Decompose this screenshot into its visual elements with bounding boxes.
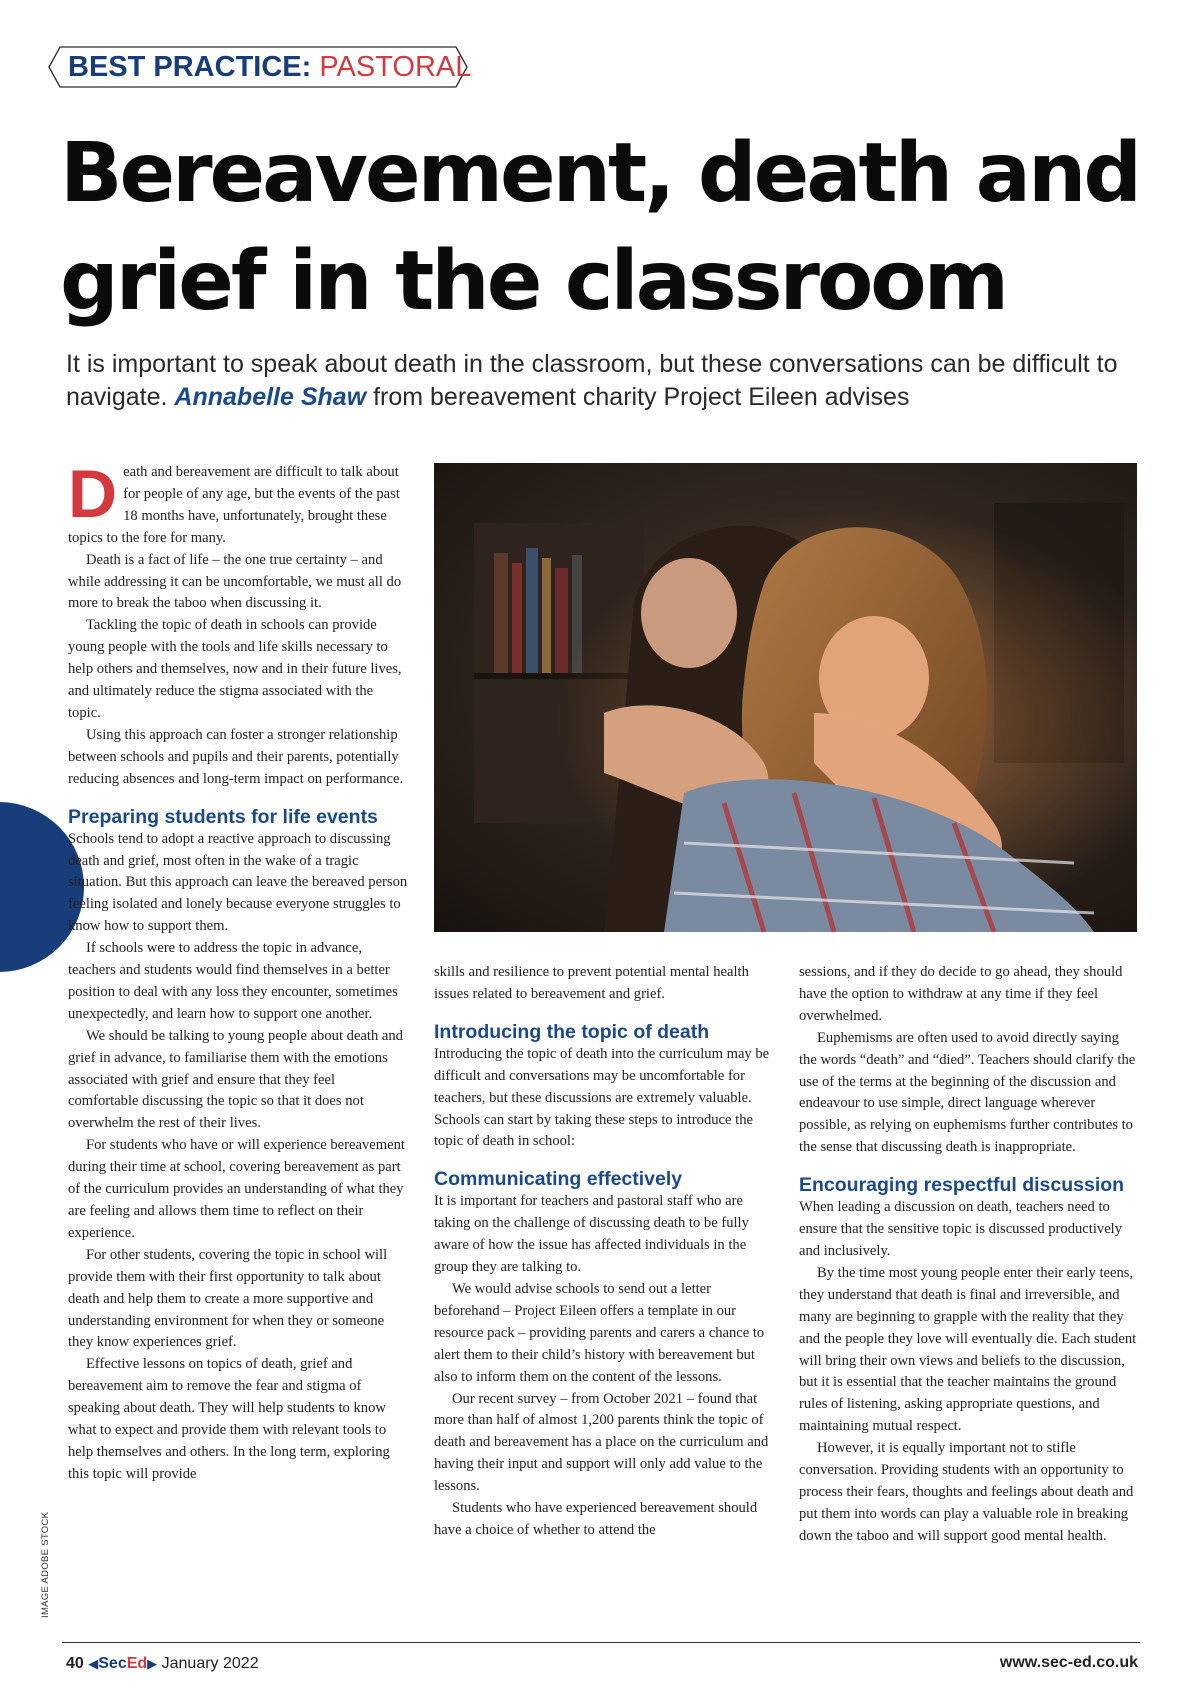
section-tag (48, 46, 472, 88)
paragraph: Death is a fact of life – the one true certainty – and while addressing it can be uncomfortable, we must all do more to break the taboo when discussing it. (68, 551, 402, 612)
subhead-encouraging-discussion: Encouraging respectful discussion (799, 1174, 1125, 1197)
tag-text (68, 50, 471, 84)
para-text: eath and bereavement are difficult to talk about for people of any age, but the events of the past 18 months have, unfortunately, brought these topics to the fore for many. (68, 464, 400, 546)
paragraph: When leading a discussion on death, teachers need to ensure that the sensitive topic is discussed productively and inclusively. (799, 1199, 1123, 1259)
paragraph: Effective lessons on topics of death, grief and bereavement aim to remove the fear and stigma of speaking about death. They will help students to know what to expect and provide them with relevant tools to help themselves and others. In the long term, exploring this topic will provide (68, 1356, 390, 1482)
tag-label: BEST PRACTICE: (68, 51, 312, 83)
image-credit: IMAGE ADOBE STOCK (40, 1511, 51, 1618)
headline: Bereavement, death and grief in the classroom (60, 126, 1140, 329)
paragraph: sessions, and if they do decide to go ahead, they should have the option to withdraw at any time if they feel overwhelmed. (799, 964, 1123, 1024)
standfirst-intro: It is important to speak about death in the classroom, but these conversations can be difficult to navigate. (66, 350, 1118, 411)
paragraph: By the time most young people enter their early teens, they understand that death is final and irreversible, and many are beginning to grapple with the reality that they and the people they love will eventually die. Each student will bring their own views and beliefs to the discussion, but it is essential that the teacher maintains the ground rules of listening, asking appropriate questions, and maintaining mutual respect. (799, 1264, 1137, 1435)
page-number: 40 (66, 1655, 84, 1672)
website-url[interactable]: www.sec-ed.co.uk (999, 1654, 1138, 1671)
paragraph: skills and resilience to prevent potential mental health issues related to bereavement and grief. (434, 964, 749, 1002)
paragraph: For other students, covering the topic in school will provide them with their first opportunity to talk about death and help them to create a more supportive and understanding environment for when they or someone they know experiences grief. (68, 1246, 388, 1351)
paragraph: For students who have or will experience bereavement during their time at school, covering bereavement as part of the curriculum provides an understanding of what they are feeling and allows them time to reflect on their experience. (68, 1137, 405, 1241)
paragraph: It is important for teachers and pastoral staff who are taking on the challenge of discussing death to be fully aware of how the issue has affected individuals in the group they are talking to. (434, 1193, 749, 1276)
footer-folio (66, 1654, 259, 1674)
column-3 (799, 962, 1139, 1548)
paragraph: Schools tend to adopt a reactive approach to discussing death and grief, most often in the wake of a tragic situation. But this approach can leave the bereaved person feeling isolated and lonely because everyone struggles to know how to support them. (68, 830, 408, 935)
intro-paragraph (68, 456, 408, 550)
paragraph: We would advise schools to send out a letter beforehand – Project Eileen offers a template in our resource pack – providing parents and carers a chance to alert them to their child’s history with bereavement but also to inform them on the content of the lessons. (434, 1280, 765, 1385)
brand-ed: Ed (126, 1655, 148, 1672)
left-arrow-icon: ◀ (88, 1656, 99, 1671)
paragraph: Euphemisms are often used to avoid directly saying the words “death” and “died”. Teachers should clarify the use of the terms at the beginning of the discussion and endeavour to use simple, direct language wherever possible, as relying on euphemisms further contributes to the sense that discussing death is inappropriate. (799, 1029, 1136, 1156)
paragraph: Introducing the topic of death into the curriculum may be difficult and conversations may be uncomfortable for teachers, but these discussions are extremely valuable. Schools can start by taking these steps to introduce the topic of death in school: (434, 1045, 770, 1150)
paragraph: However, it is equally important not to stifle conversation. Providing students with an opportunity to process their fears, thoughts and feelings about death and put them into words can play a valuable role in breaking down the taboo and will support good mental health. (799, 1440, 1134, 1544)
standfirst-outro: from bereavement charity Project Eileen advises (366, 383, 910, 411)
drop-cap: D (68, 456, 118, 532)
paragraph: We should be talking to young people about death and grief in advance, to familiarise them with the emotions associated with grief and ensure that they feel comfortable discussing the topic so that it does not overwhelm the rest of their lives. (68, 1027, 403, 1132)
subhead-communicating: Communicating effectively (434, 1168, 683, 1191)
standfirst (66, 348, 1166, 414)
paragraph: Students who have experienced bereavement should have a choice of whether to attend the (434, 1500, 758, 1538)
brand-sec: Sec (98, 1655, 127, 1672)
subhead-introducing-topic: Introducing the topic of death (434, 1020, 710, 1043)
issue-date: January 2022 (161, 1655, 259, 1672)
paragraph: If schools were to address the topic in advance, teachers and students would find themselves in a better position to deal with any loss they encounter, sometimes unexpectedly, and learn how to support one another. (68, 940, 398, 1022)
paragraph: Using this approach can foster a stronger relationship between schools and pupils and their parents, potentially reducing absences and long-term impact on performance. (68, 726, 404, 787)
photo-illustration (434, 463, 1137, 932)
paragraph: Tackling the topic of death in schools can provide young people with the tools and life skills necessary to help others and themselves, now and in their future lives, and ultimately reduce the stigma associated with the topic. (68, 617, 402, 721)
column-2 (434, 962, 774, 1542)
tag-topic: PASTORAL (319, 51, 472, 83)
column-1 (68, 456, 408, 1486)
subhead-preparing-students: Preparing students for life events (68, 805, 378, 828)
author-name: Annabelle Shaw (174, 383, 367, 411)
footer-rule (62, 1642, 1140, 1643)
hugging-photo (434, 463, 1137, 932)
right-arrow-icon: ▶ (147, 1656, 158, 1671)
paragraph: Our recent survey – from October 2021 – found that more than half of almost 1,200 parents think the topic of death and bereavement has a place on the curriculum and having their input and support will only add value to the lessons. (434, 1390, 769, 1495)
